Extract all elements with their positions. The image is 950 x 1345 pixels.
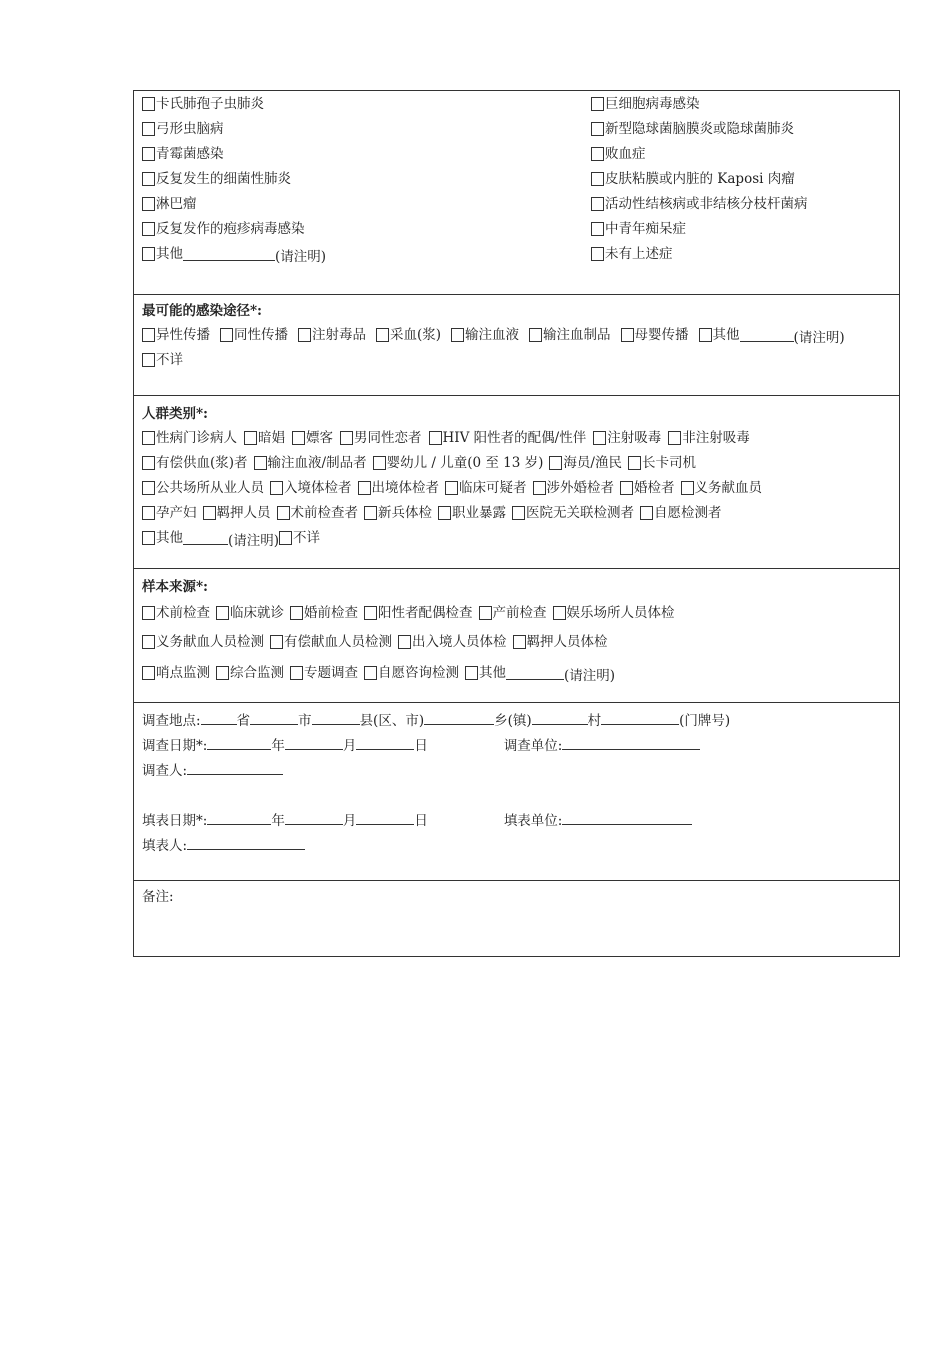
route-item-2[interactable] <box>298 326 366 344</box>
disease-left-item-4-label: 淋巴瘤 <box>156 196 197 212</box>
route-title: 最可能的感染途径*: <box>142 303 263 319</box>
sample-r3-item-4[interactable] <box>465 664 506 682</box>
population-r4-item-1[interactable] <box>203 504 271 522</box>
population-r4-item-2-label: 术前检查者 <box>290 505 358 521</box>
disease-right-item-1-label: 新型隐球菌脑膜炎或隐球菌肺炎 <box>605 121 794 137</box>
population-r4-item-1-label: 羁押人员 <box>216 505 271 521</box>
survey-unit-blank[interactable] <box>562 736 700 750</box>
population-r3-item-5-label: 婚检者 <box>634 480 675 496</box>
population-r4-item-6[interactable] <box>640 504 722 522</box>
route-item-7-label: 其他 <box>712 327 740 343</box>
population-r1-item-3-label: 男同性恋者 <box>354 430 422 446</box>
survey-location-row <box>142 711 730 729</box>
population-row-2 <box>142 454 702 472</box>
population-r2-item-3[interactable] <box>549 454 622 472</box>
disease-other-label: 其他 <box>156 246 183 262</box>
sample-r1-item-0-checkbox[interactable] <box>142 606 155 620</box>
route-item-7-checkbox[interactable] <box>699 328 712 342</box>
disease-right-item-6[interactable] <box>591 245 673 263</box>
disease-right-item-3-label: 皮肤粘膜或内脏的 Kaposi 肉瘤 <box>605 171 795 187</box>
remarks-label: 备注: <box>142 889 174 905</box>
sample-section <box>134 569 899 703</box>
population-title: 人群类别*: <box>142 406 209 422</box>
disease-right-item-0[interactable] <box>591 95 700 113</box>
county-label: 县(区、市) <box>359 713 425 729</box>
population-r3-item-2-checkbox[interactable] <box>358 481 371 495</box>
disease-right-item-3[interactable] <box>591 170 795 188</box>
route-options-row <box>142 326 845 344</box>
survey-section <box>134 703 899 881</box>
disease-right-item-0-checkbox[interactable] <box>591 97 604 111</box>
population-r2-item-0-label: 有偿供血(浆)者 <box>156 455 248 471</box>
population-r2-item-4-label: 长卡司机 <box>641 455 696 471</box>
population-r1-item-5-checkbox[interactable] <box>593 431 606 445</box>
population-r3-item-4-label: 涉外婚检者 <box>546 480 614 496</box>
fill-year-label: 年 <box>271 813 285 829</box>
sample-r2-item-1-label: 有偿献血人员检测 <box>284 634 392 650</box>
population-r2-item-2-label: 婴幼儿 / 儿童(0 至 13 岁) <box>386 455 544 471</box>
fill-month-blank[interactable] <box>285 811 343 825</box>
doorplate-blank[interactable] <box>601 711 679 725</box>
population-r3-item-6[interactable] <box>681 479 763 497</box>
disease-row <box>142 170 291 188</box>
population-row-1 <box>142 429 757 447</box>
filler-blank[interactable] <box>187 836 305 850</box>
disease-right-item-4[interactable] <box>591 195 808 213</box>
sample-r1-item-5-label: 娱乐场所人员体检 <box>566 605 675 621</box>
disease-left-item-1[interactable] <box>142 120 224 138</box>
population-r4-item-1-checkbox[interactable] <box>203 506 216 520</box>
population-r3-item-0-checkbox[interactable] <box>142 481 155 495</box>
population-r1-item-6-checkbox[interactable] <box>668 431 681 445</box>
population-r1-item-0[interactable] <box>142 429 237 447</box>
disease-row <box>591 245 673 263</box>
population-r2-item-4[interactable] <box>628 454 696 472</box>
population-r1-item-5[interactable] <box>593 429 661 447</box>
route-item-0-checkbox[interactable] <box>142 328 155 342</box>
sample-r2-item-0[interactable] <box>142 633 264 651</box>
population-r3-item-5-checkbox[interactable] <box>620 481 633 495</box>
disease-left-item-5[interactable] <box>142 220 305 238</box>
sample-r1-item-4-label: 产前检查 <box>492 605 547 621</box>
disease-left-item-1-checkbox[interactable] <box>142 122 155 136</box>
population-r2-item-4-checkbox[interactable] <box>628 456 641 470</box>
sample-r1-item-3-checkbox[interactable] <box>364 606 377 620</box>
disease-left-item-1-label: 弓形虫脑病 <box>156 121 224 137</box>
disease-row <box>142 120 224 138</box>
survey-month-label: 月 <box>342 738 357 754</box>
population-r2-item-0-checkbox[interactable] <box>142 456 155 470</box>
sample-r1-item-2-checkbox[interactable] <box>290 606 303 620</box>
disease-right-item-1[interactable] <box>591 120 794 138</box>
survey-person-label: 调查人: <box>142 763 188 779</box>
sample-r1-item-4-checkbox[interactable] <box>479 606 492 620</box>
fill-month-label: 月 <box>342 813 357 829</box>
disease-left-item-3-checkbox[interactable] <box>142 172 155 186</box>
population-r1-item-1[interactable] <box>244 429 285 447</box>
disease-section <box>134 91 899 295</box>
survey-month-blank[interactable] <box>285 736 343 750</box>
population-r4-item-5-label: 医院无关联检测者 <box>526 505 634 521</box>
survey-unit-label: 调查单位: <box>503 738 563 754</box>
sample-r3-item-0-checkbox[interactable] <box>142 666 155 680</box>
disease-row <box>142 95 264 113</box>
population-other-label: 其他 <box>156 530 183 546</box>
sample-r3-item-2-label: 专题调查 <box>304 665 358 681</box>
population-other-checkbox[interactable] <box>142 531 155 545</box>
route-item-2-checkbox[interactable] <box>298 328 311 342</box>
route-unknown-label: 不详 <box>156 352 183 368</box>
population-r1-item-0-checkbox[interactable] <box>142 431 155 445</box>
population-r3-item-0[interactable] <box>142 479 264 497</box>
province-label: 省 <box>236 713 251 729</box>
population-r4-item-0-checkbox[interactable] <box>142 506 155 520</box>
disease-row <box>591 120 794 138</box>
fill-unit-label: 填表单位: <box>503 813 563 829</box>
route-item-5-checkbox[interactable] <box>529 328 542 342</box>
disease-other-row <box>142 245 326 263</box>
sample-r2-item-1-checkbox[interactable] <box>270 635 283 649</box>
disease-right-item-2-checkbox[interactable] <box>591 147 604 161</box>
disease-other-checkbox[interactable] <box>142 247 155 261</box>
disease-row <box>142 145 224 163</box>
disease-right-item-1-checkbox[interactable] <box>591 122 604 136</box>
population-r4-item-4[interactable] <box>438 504 506 522</box>
sample-r3-item-2-checkbox[interactable] <box>290 666 303 680</box>
disease-left-item-3[interactable] <box>142 170 291 188</box>
route-item-6-label: 母婴传播 <box>634 327 689 343</box>
sample-r3-item-1-label: 综合监测 <box>230 665 284 681</box>
population-r2-item-1[interactable] <box>254 454 367 472</box>
doorplate-label: (门牌号) <box>679 713 731 729</box>
sample-r3-item-0-label: 哨点监测 <box>156 665 210 681</box>
sample-r1-item-1-label: 临床就诊 <box>230 605 284 621</box>
survey-day-blank[interactable] <box>356 736 414 750</box>
disease-left-item-2-label: 青霉菌感染 <box>156 146 224 162</box>
route-item-1[interactable] <box>220 326 288 344</box>
disease-left-item-3-label: 反复发生的细菌性肺炎 <box>156 171 291 187</box>
population-r4-item-4-label: 职业暴露 <box>452 505 506 521</box>
city-label: 市 <box>298 713 312 729</box>
population-row-3 <box>142 479 768 497</box>
city-blank[interactable] <box>250 711 298 725</box>
survey-date-row <box>142 736 700 754</box>
population-r1-item-4-label: HIV 阳性者的配偶/性伴 <box>442 430 587 446</box>
disease-right-item-0-label: 巨细胞病毒感染 <box>605 96 700 112</box>
route-other-blank[interactable] <box>740 328 794 342</box>
population-r3-item-0-label: 公共场所从业人员 <box>156 480 264 496</box>
sample-r1-item-2[interactable] <box>290 604 358 622</box>
town-blank[interactable] <box>424 711 494 725</box>
route-item-1-checkbox[interactable] <box>220 328 233 342</box>
fill-day-blank[interactable] <box>356 811 414 825</box>
route-unknown-checkbox[interactable] <box>142 353 155 367</box>
population-r2-item-2[interactable] <box>373 454 544 472</box>
sample-r1-item-0[interactable] <box>142 604 210 622</box>
population-r1-item-4[interactable] <box>429 429 587 447</box>
disease-right-item-3-checkbox[interactable] <box>591 172 604 186</box>
route-item-6-checkbox[interactable] <box>621 328 634 342</box>
sample-r1-item-0-label: 术前检查 <box>156 605 210 621</box>
population-r1-item-2[interactable] <box>292 429 333 447</box>
disease-other-blank[interactable] <box>183 247 275 261</box>
disease-left-item-5-label: 反复发作的疱疹病毒感染 <box>156 221 305 237</box>
disease-left-item-2[interactable] <box>142 145 224 163</box>
population-r3-item-2-label: 出境体检者 <box>371 480 439 496</box>
population-r4-item-6-checkbox[interactable] <box>640 506 653 520</box>
population-r2-item-0[interactable] <box>142 454 248 472</box>
population-r1-item-1-checkbox[interactable] <box>244 431 257 445</box>
route-item-6[interactable] <box>621 326 689 344</box>
population-r3-item-3-checkbox[interactable] <box>445 481 458 495</box>
sample-r2-item-1[interactable] <box>270 633 392 651</box>
population-r2-item-2-checkbox[interactable] <box>373 456 386 470</box>
disease-right-item-4-label: 活动性结核病或非结核分枝杆菌病 <box>605 196 808 212</box>
survey-year-label: 年 <box>271 738 285 754</box>
village-label: 村 <box>587 713 602 729</box>
sample-r1-item-2-label: 婚前检查 <box>304 605 358 621</box>
population-r3-item-5[interactable] <box>620 479 675 497</box>
sample-r2-item-3-label: 羁押人员体检 <box>526 634 608 650</box>
disease-right-item-6-checkbox[interactable] <box>591 247 604 261</box>
sample-r2-item-0-checkbox[interactable] <box>142 635 155 649</box>
sample-r2-item-0-label: 义务献血人员检测 <box>156 634 264 650</box>
sample-r3-item-1-checkbox[interactable] <box>216 666 229 680</box>
population-other-note: (请注明) <box>228 533 280 549</box>
survey-person-blank[interactable] <box>187 761 283 775</box>
population-unknown-label: 不详 <box>293 530 321 546</box>
remarks-section <box>134 881 899 956</box>
population-r1-item-3[interactable] <box>340 429 422 447</box>
population-other-blank[interactable] <box>183 531 228 545</box>
population-r4-item-2-checkbox[interactable] <box>277 506 290 520</box>
filler-row <box>142 836 305 854</box>
sample-r1-item-3[interactable] <box>364 604 473 622</box>
population-r3-item-4-checkbox[interactable] <box>533 481 546 495</box>
survey-date-label: 调查日期*: <box>142 738 208 754</box>
population-r4-item-3[interactable] <box>364 504 432 522</box>
population-r1-item-2-checkbox[interactable] <box>292 431 305 445</box>
population-r2-item-3-label: 海员/渔民 <box>563 455 622 471</box>
sample-r3-item-3-label: 自愿咨询检测 <box>378 665 459 681</box>
route-item-3-label: 采血(浆) <box>390 327 442 343</box>
sample-r3-item-2[interactable] <box>290 664 358 682</box>
sample-r1-item-5[interactable] <box>553 604 675 622</box>
sample-r2-item-3[interactable] <box>513 633 608 651</box>
sample-r1-item-4[interactable] <box>479 604 547 622</box>
disease-row <box>142 220 305 238</box>
population-r3-item-6-checkbox[interactable] <box>681 481 694 495</box>
disease-left-item-0[interactable] <box>142 95 264 113</box>
population-r4-item-3-label: 新兵体检 <box>378 505 432 521</box>
survey-year-blank[interactable] <box>207 736 271 750</box>
survey-location-label: 调查地点: <box>142 713 201 729</box>
survey-day-label: 日 <box>414 738 428 754</box>
population-r4-item-6-label: 自愿检测者 <box>654 505 722 521</box>
disease-row <box>142 195 197 213</box>
route-item-0-label: 异性传播 <box>156 327 210 343</box>
sample-r3-item-0[interactable] <box>142 664 210 682</box>
disease-row <box>591 220 686 238</box>
sample-r1-item-3-label: 阳性者配偶检查 <box>378 605 473 621</box>
population-r4-item-5-checkbox[interactable] <box>512 506 525 520</box>
disease-other-note: (请注明) <box>275 249 327 265</box>
sample-r3-item-4-label: 其他 <box>479 665 506 681</box>
fill-year-blank[interactable] <box>207 811 271 825</box>
sample-r2-item-2-checkbox[interactable] <box>398 635 411 649</box>
population-r4-item-0[interactable] <box>142 504 197 522</box>
fill-date-label: 填表日期*: <box>142 813 208 829</box>
route-item-3[interactable] <box>376 326 441 344</box>
disease-row <box>591 95 700 113</box>
sample-r2-item-2[interactable] <box>398 633 507 651</box>
route-item-7[interactable] <box>699 326 740 344</box>
population-r1-item-3-checkbox[interactable] <box>340 431 353 445</box>
population-r4-item-2[interactable] <box>277 504 359 522</box>
disease-left-item-5-checkbox[interactable] <box>142 222 155 236</box>
population-r1-item-6-label: 非注射吸毒 <box>682 430 750 446</box>
disease-left-item-0-label: 卡氏肺孢子虫肺炎 <box>156 96 264 112</box>
population-r3-item-3[interactable] <box>445 479 527 497</box>
disease-left-item-4[interactable] <box>142 195 197 213</box>
population-r1-item-1-label: 暗娼 <box>258 430 285 446</box>
population-row-4 <box>142 504 728 522</box>
province-blank[interactable] <box>201 711 237 725</box>
population-r3-item-4[interactable] <box>533 479 615 497</box>
route-item-3-checkbox[interactable] <box>376 328 389 342</box>
route-item-5[interactable] <box>529 326 611 344</box>
sample-row-2 <box>142 633 614 651</box>
sample-r2-item-3-checkbox[interactable] <box>513 635 526 649</box>
disease-row <box>591 170 795 188</box>
sample-row-3 <box>142 664 615 682</box>
population-unknown-checkbox[interactable] <box>279 531 292 545</box>
population-r3-item-1[interactable] <box>270 479 352 497</box>
report-form <box>133 90 900 957</box>
fill-unit-blank[interactable] <box>562 811 692 825</box>
route-item-5-label: 输注血制品 <box>543 327 611 343</box>
population-r3-item-1-checkbox[interactable] <box>270 481 283 495</box>
disease-right-item-5-checkbox[interactable] <box>591 222 604 236</box>
disease-right-item-2-label: 败血症 <box>605 146 646 162</box>
sample-r3-item-4-checkbox[interactable] <box>465 666 478 680</box>
sample-r1-item-5-checkbox[interactable] <box>553 606 566 620</box>
route-item-1-label: 同性传播 <box>234 327 288 343</box>
route-item-4-checkbox[interactable] <box>451 328 464 342</box>
route-item-4[interactable] <box>451 326 519 344</box>
disease-right-item-4-checkbox[interactable] <box>591 197 604 211</box>
route-unknown-row <box>142 351 183 369</box>
disease-row <box>591 195 808 213</box>
population-r1-item-6[interactable] <box>668 429 750 447</box>
population-r2-item-3-checkbox[interactable] <box>549 456 562 470</box>
population-r3-item-1-label: 入境体检者 <box>284 480 352 496</box>
disease-left-item-4-checkbox[interactable] <box>142 197 155 211</box>
population-r4-item-0-label: 孕产妇 <box>156 505 197 521</box>
route-section <box>134 295 899 396</box>
population-r1-item-4-checkbox[interactable] <box>429 431 442 445</box>
sample-other-blank[interactable] <box>506 666 564 680</box>
sample-r3-item-3[interactable] <box>364 664 459 682</box>
route-other-note: (请注明) <box>793 330 845 346</box>
fill-date-row <box>142 811 692 829</box>
sample-r3-item-3-checkbox[interactable] <box>364 666 377 680</box>
route-item-0[interactable] <box>142 326 210 344</box>
population-r1-item-2-label: 嫖客 <box>306 430 333 446</box>
disease-right-item-2[interactable] <box>591 145 646 163</box>
survey-person-row <box>142 761 283 779</box>
fill-day-label: 日 <box>414 813 428 829</box>
county-blank[interactable] <box>312 711 360 725</box>
disease-left-item-2-checkbox[interactable] <box>142 147 155 161</box>
sample-row-1 <box>142 604 681 622</box>
population-r2-item-1-checkbox[interactable] <box>254 456 267 470</box>
population-r4-item-3-checkbox[interactable] <box>364 506 377 520</box>
sample-r1-item-1-checkbox[interactable] <box>216 606 229 620</box>
sample-other-note: (请注明) <box>564 668 616 684</box>
filler-label: 填表人: <box>142 838 188 854</box>
disease-row <box>591 145 646 163</box>
population-section <box>134 396 899 569</box>
disease-right-item-5-label: 中青年痴呆症 <box>605 221 686 237</box>
town-label: 乡(镇) <box>494 713 532 729</box>
sample-title: 样本来源*: <box>142 579 209 595</box>
disease-left-item-0-checkbox[interactable] <box>142 97 155 111</box>
population-r1-item-5-label: 注射吸毒 <box>607 430 662 446</box>
route-item-2-label: 注射毒品 <box>312 327 366 343</box>
sample-r2-item-2-label: 出入境人员体检 <box>412 634 507 650</box>
population-r4-item-4-checkbox[interactable] <box>438 506 451 520</box>
population-r3-item-3-label: 临床可疑者 <box>459 480 527 496</box>
population-r2-item-1-label: 输注血液/制品者 <box>267 455 367 471</box>
disease-right-item-5[interactable] <box>591 220 686 238</box>
route-item-4-label: 输注血液 <box>465 327 520 343</box>
village-blank[interactable] <box>532 711 588 725</box>
population-r4-item-5[interactable] <box>512 504 634 522</box>
population-other-row <box>142 529 320 547</box>
sample-r1-item-1[interactable] <box>216 604 284 622</box>
population-r1-item-0-label: 性病门诊病人 <box>156 430 237 446</box>
disease-right-item-6-label: 未有上述症 <box>605 246 673 262</box>
population-r3-item-6-label: 义务献血员 <box>694 480 762 496</box>
sample-r3-item-1[interactable] <box>216 664 284 682</box>
population-r3-item-2[interactable] <box>358 479 440 497</box>
